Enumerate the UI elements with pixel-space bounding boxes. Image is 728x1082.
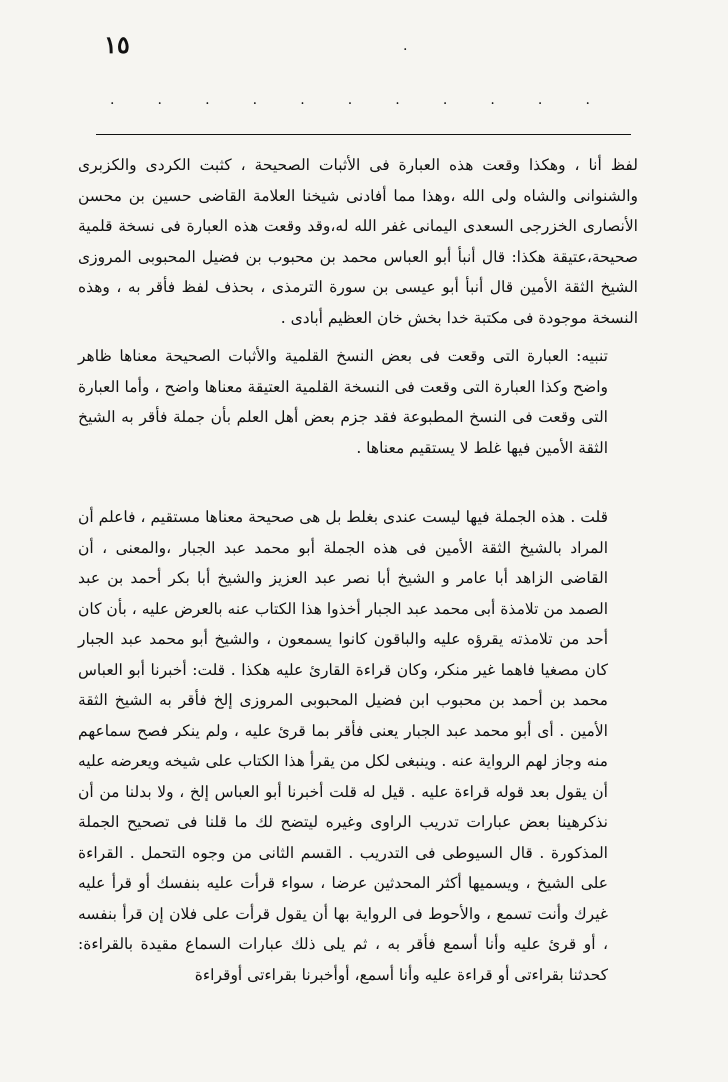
dot: . [537, 92, 543, 108]
stray-dot: . [403, 38, 408, 54]
paragraph-3-block [78, 502, 638, 990]
dot: . [395, 92, 400, 108]
dot: . [585, 92, 590, 108]
dot: . [490, 92, 495, 108]
dot: . [347, 92, 353, 108]
paragraph-1: لفظ أنا ، وهكذا وقعت هذه العبارة فى الأثبات الصحيحة ، كثبت الكردى والكزبرى والشنوانى والشاه ولى الله ،وهذا مما أفادنى شيخنا العلامة القاضى حسين بن محسن الأنصارى الخزرجى السعدى اليمانى غفر الله له،وقد وقعت هذه العبارة فى نسخة قلمية صحيحة،عتيقة هكذا: قال أنبأ أبو العباس محمد بن محبوب بن فضيل المحبوبى المروزى الشيخ الثقة الأمين قال أنبأ أبو عيسى بن سورة الترمذى ، بحذف لفظ فأقر به ، وهذه النسخة موجودة فى مكتبة خدا بخش خان العظيم أبادى . [78, 156, 638, 327]
dot: . [110, 92, 115, 108]
paragraph-2-tanbih: تنبيه: العبارة التى وقعت فى بعض النسخ القلمية والأثبات الصحيحة معناها ظاهر واضح وكذا العبارة التى وقعت فى النسخة القلمية العتيقة معناها واضح ، وأما العبارة التى وقعت فى النسخ المطبوعة فقد جزم بعض أهل العلم بأن جملة فأقر به الشيخ الثقة الأمين فيها غلط لا يستقيم معناها . [78, 347, 608, 457]
dot: . [442, 92, 448, 108]
page-number: ١٥ [104, 30, 130, 59]
dot: . [157, 92, 162, 108]
decorative-dot-row [110, 92, 590, 108]
dot: . [300, 92, 305, 108]
paragraph-1-block [78, 150, 638, 333]
paragraph-3-qultu: قلت . هذه الجملة فيها ليست عندى بغلط بل هى صحيحة معناها مستقيم ، فاعلم أن المراد بالشيخ الثقة الأمين فى هذه الجملة أبو محمد عبد الجبار ،والمعنى ، أن القاضى الزاهد أبا عامر و الشيخ أبا نصر عبد العزيز والشيخ أبا بكر أحمد بن عبد الصمد من تلامذة أبى محمد عبد الجبار أخذوا هذا الكتاب عنه بالعرض عليه ، بأن كان أحد من تلامذته يقرؤه عليه والباقون كانوا يسمعون ، والشيخ أبو محمد عبد الجبار كان مصغيا فاهما غير منكر، وكان قراءة القارئ عليه هكذا . قلت: أخبرنا أبو العباس محمد بن أحمد بن محبوب ابن فضيل المحبوبى المروزى إلخ فأقر به الشيخ الثقة الأمين . أى أبو محمد عبد الجبار يعنى فأقر بما قرئ عليه ، ولم ينكر فصح سماعهم منه وجاز لهم الرواية عنه . وينبغى لكل من يقرأ هذا الكتاب على شيخه ويعرضه عليه أن يقول بعد قوله قراءة عليه . قيل له قلت أخبرنا أبو العباس إلخ ، ولا بدلنا من أن نذكرهينا بعض عبارات تدريب الراوى وغيره ليتضح لك ما قلنا فى تصحيح الجملة المذكورة . قال السيوطى فى التدريب . القسم الثانى من وجوه التحمل . القراءة على الشيخ ، ويسميها أكثر المحدثين عرضا ، سواء قرأت عليه بنفسك أو قرأ عليه غيرك وأنت تسمع ، والأحوط فى الرواية بها أن يقول قرأت على فلان إن قرأ بنفسه ، أو قرئ عليه وأنا أسمع فأقر به ، ثم يلى ذلك عبارات السماع مقيدة بالقراءة: كحدثنا بقراءتى أو قراءة عليه وأنا أسمع، أوأخبرنا بقراءتى أوقراءة [78, 508, 608, 984]
paragraph-2-block [78, 341, 638, 463]
header-rule [96, 134, 631, 135]
dot: . [252, 92, 258, 108]
dot: . [205, 92, 210, 108]
